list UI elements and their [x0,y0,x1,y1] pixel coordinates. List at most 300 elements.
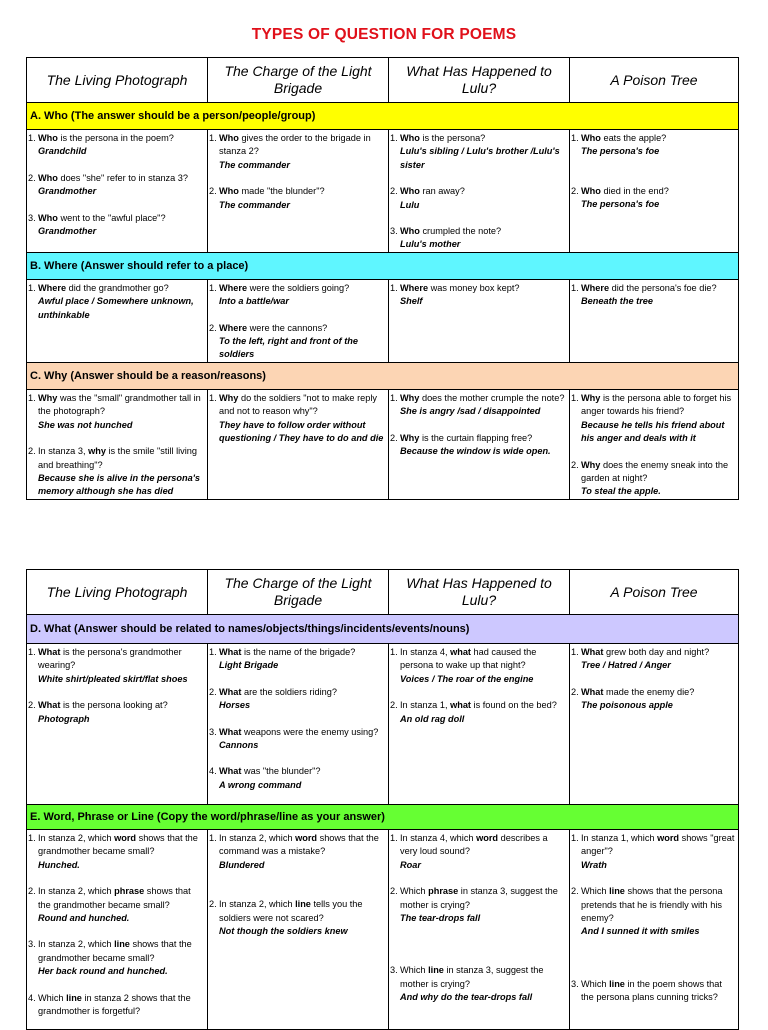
question-body: is the persona? [419,133,486,143]
question-number: 4. [209,766,217,777]
A-living-photograph [27,130,208,253]
question-prefix: Which [581,978,610,989]
question-text [400,392,569,405]
question-item [27,212,207,225]
question-item [389,282,569,295]
question-keyword: Who [38,172,58,183]
question-number: 1. [390,282,398,293]
answer-text: Blundered [219,859,265,870]
question-body: did the grandmother go? [66,282,169,293]
answer-text: Roar [400,859,421,870]
question-keyword: What [38,647,61,657]
question-body: went to the "awful place"? [57,212,166,223]
question-number: 2. [390,886,398,897]
question-keyword: What [219,766,242,777]
A-poison-tree [570,130,739,253]
poem-header: A Poison Tree [570,570,739,615]
answer-text: White shirt/pleated skirt/flat shoes [38,673,188,684]
question-number: 2. [209,899,217,910]
question-body: is the smile "still living and breathing"? [38,446,198,470]
question-prefix: In stanza 4, [400,647,451,657]
question-text [581,282,738,295]
question-item [570,459,738,486]
answer-text: Grandmother [38,186,97,197]
question-keyword: word [657,833,680,843]
D-lulu [389,644,570,805]
question-number: 1. [571,647,579,657]
answer-text: Wrath [581,859,607,870]
question-number: 2. [209,186,217,197]
question-number: 3. [390,226,398,237]
question-number: 1. [28,282,36,293]
question-body: shows that the grandmother became small? [38,833,198,857]
question-text [581,832,738,859]
question-number: 1. [209,392,217,403]
question-prefix: In stanza 3, [38,446,89,457]
page-title: TYPES OF QUESTION FOR POEMS [251,26,517,43]
question-number: 2. [28,886,36,897]
answer-text: To steal the apple. [581,486,661,497]
question-keyword: Who [38,212,58,223]
question-keyword: Who [581,185,601,196]
question-keyword: Who [400,186,420,197]
question-body: tells you the soldiers were not scared? [219,899,363,923]
question-body: in stanza 3, suggest the mother is crying? [400,965,544,989]
question-number: 1. [571,282,579,293]
question-text [400,885,569,912]
question-body: is the persona looking at? [60,700,168,711]
answer-text: Hunched. [38,859,80,870]
question-keyword: line [428,965,444,976]
question-text [38,938,207,965]
question-text [219,392,388,419]
poem-header: What Has Happened to Lulu? [389,58,570,103]
C-light-brigade [208,389,389,499]
question-prefix: In stanza 2, which [219,899,296,910]
poem-header-row [27,570,739,615]
question-item [570,885,738,925]
answer-text: Into a battle/war [219,296,289,307]
question-body: was the "small" grandmother tall in the photograph? [38,392,201,417]
question-text [400,699,569,712]
question-body: in stanza 2 shows that the grandmother is forgetful? [38,992,191,1017]
question-prefix: In stanza 1, which [581,833,658,843]
question-text [219,765,388,778]
question-keyword: line [609,886,625,897]
question-number: 4. [28,992,36,1003]
question-item [27,646,207,673]
section-header-who: A. Who (The answer should be a person/people/group) [27,103,739,130]
B-lulu [389,279,570,362]
question-body: is the persona able to forget his anger towards his friend? [581,392,732,417]
question-keyword: Who [219,186,239,197]
answer-text: The poisonous apple [581,700,673,711]
question-item [208,322,388,335]
question-item [208,132,388,159]
question-text [38,646,207,673]
section-header-where: B. Where (Answer should refer to a place) [27,252,739,279]
question-item [389,185,569,198]
question-keyword: phrase [114,886,145,897]
answer-text: Grandchild [38,146,87,157]
question-item [27,699,207,712]
poem-header: What Has Happened to Lulu? [389,570,570,615]
question-body: crumpled the note? [419,226,502,237]
answer-text: Lulu's mother [400,239,461,250]
question-prefix: In stanza 1, [400,700,451,711]
poem-header: The Charge of the Light Brigade [208,58,389,103]
question-text [581,459,738,486]
question-item [208,282,388,295]
question-item [389,964,569,991]
question-number: 3. [28,939,36,950]
question-keyword: word [295,833,318,843]
question-keyword: Why [581,392,601,403]
question-prefix: Which [400,965,429,976]
answer-text: She was not hunched [38,419,133,430]
question-number: 1. [209,833,217,843]
question-keyword: What [581,686,604,697]
question-keyword: line [66,992,82,1003]
answer-text: The commander [219,199,290,210]
answer-text: The persona's foe [581,146,660,157]
answer-text: Because the window is wide open. [400,446,551,457]
question-body: eats the apple? [600,133,667,143]
question-body: gives the order to the brigade in stanza 2? [219,133,371,157]
question-body: shows that the grandmother became small? [38,939,192,963]
question-number: 3. [209,726,217,737]
question-body: is the curtain flapping free? [419,432,533,443]
section-header-word-phrase-line: E. Word, Phrase or Line (Copy the word/phrase/line as your answer) [27,805,739,830]
question-item [208,185,388,198]
question-number: 1. [571,133,579,143]
question-item [389,832,569,859]
answer-text: A wrong command [219,779,302,790]
question-item [389,432,569,445]
question-prefix: Which [38,992,67,1003]
question-text [581,978,738,1005]
question-text [400,646,569,673]
question-text [581,686,738,699]
question-keyword: word [476,833,499,843]
question-number: 3. [28,212,36,223]
question-keyword: Who [38,133,58,143]
question-body: are the soldiers riding? [241,686,337,697]
question-item [570,282,738,295]
question-body: is the persona's grandmother wearing? [38,647,182,671]
question-text [581,646,738,659]
question-prefix: Which [581,886,610,897]
question-body: does the mother crumple the note? [419,392,565,403]
question-item [208,726,388,739]
question-item [389,392,569,405]
question-keyword: Who [581,133,601,143]
question-item [208,686,388,699]
question-prefix: In stanza 2, which [219,833,296,843]
question-item [27,172,207,185]
answer-text: Voices / The roar of the engine [400,673,534,684]
answer-text: The tear-drops fall [400,913,481,924]
question-keyword: Who [219,133,239,143]
question-text [400,832,569,859]
answer-text: Beneath the tree [581,296,653,307]
question-text [219,726,388,739]
question-number: 2. [390,186,398,197]
question-text [400,132,569,145]
question-number: 2. [390,432,398,443]
question-item [27,282,207,295]
answer-text: Because she is alive in the persona's memory although she has died [38,472,201,497]
answer-text: Not though the soldiers knew [219,926,348,937]
questions-table-1 [26,57,739,500]
question-number: 1. [209,647,217,657]
question-keyword: What [581,647,604,657]
question-item [27,992,207,1019]
question-body: does the enemy sneak into the garden at night? [581,459,729,483]
section-header-what: D. What (Answer should be related to names/objects/things/incidents/events/nouns) [27,615,739,644]
section-header-why: C. Why (Answer should be a reason/reasons) [27,362,739,389]
question-number: 3. [390,965,398,976]
question-number: 2. [28,172,36,183]
question-item [389,132,569,145]
question-number: 1. [571,833,579,843]
question-text [400,964,569,991]
question-number: 1. [390,833,398,843]
question-body: weapons were the enemy using? [241,726,379,737]
A-light-brigade [208,130,389,253]
question-keyword: Why [38,392,58,403]
question-keyword: line [295,899,311,910]
question-body: does "she" refer to in stanza 3? [57,172,189,183]
questions-table-2 [26,569,739,1030]
question-body: grew both day and night? [603,647,710,657]
question-body: did the persona's foe die? [609,282,717,293]
question-number: 1. [28,133,36,143]
question-keyword: Why [400,392,420,403]
answer-text: Lulu's sibling / Lulu's brother /Lulu's sister [400,146,560,170]
question-prefix: In stanza 4, which [400,833,477,843]
question-text [219,898,388,925]
question-body: describes a very loud sound? [400,833,548,857]
question-text [38,699,207,712]
question-keyword: What [219,647,242,657]
question-prefix: In stanza 2, which [38,833,115,843]
question-item [389,646,569,673]
answer-text: Shelf [400,296,423,307]
question-keyword: line [609,978,625,989]
question-body: shows that the persona pretends that he is friendly with his enemy? [581,886,723,924]
question-number: 2. [571,886,579,897]
question-body: is the persona in the poem? [57,133,174,143]
question-text [219,832,388,859]
question-text [219,322,388,335]
answer-text: Light Brigade [219,660,279,671]
answer-text: They have to follow order without questioning / They have to do and die [219,419,384,444]
answer-text: And why do the tear-drops fall [400,992,533,1003]
answer-text: The persona's foe [581,199,660,210]
poem-header-row [27,58,739,103]
question-text [38,392,207,419]
question-number: 2. [209,322,217,333]
answer-text: Because he tells his friend about his anger and deals with it [581,419,725,444]
question-body: had caused the persona to wake up that night? [400,647,537,671]
E-lulu [389,830,570,1030]
question-body: shows "great anger"? [581,833,735,857]
question-number: 1. [28,392,36,403]
question-number: 1. [28,833,36,843]
question-item [208,646,388,659]
question-prefix: In stanza 2, which [38,886,115,897]
question-keyword: Where [581,282,610,293]
question-number: 2. [571,185,579,196]
question-number: 1. [209,282,217,293]
C-living-photograph [27,389,208,499]
question-text [219,646,388,659]
question-prefix: In stanza 2, which [38,939,115,950]
answer-text: Photograph [38,713,90,724]
answer-text: Her back round and hunched. [38,966,168,977]
question-text [38,282,207,295]
B-light-brigade [208,279,389,362]
B-poison-tree [570,279,739,362]
question-item [27,392,207,419]
question-body: were the cannons? [247,322,328,333]
question-item [27,938,207,965]
question-keyword: Where [38,282,67,293]
E-light-brigade [208,830,389,1030]
question-item [570,686,738,699]
question-item [27,445,207,472]
D-poison-tree [570,644,739,805]
question-item [389,885,569,912]
poem-header: The Charge of the Light Brigade [208,570,389,615]
question-keyword: word [114,833,137,843]
question-keyword: Where [219,322,248,333]
E-living-photograph [27,830,208,1030]
answer-text: Lulu [400,199,420,210]
question-text [38,132,207,145]
question-text [400,225,569,238]
question-item [570,832,738,859]
A-lulu [389,130,570,253]
question-text [38,212,207,225]
question-number: 2. [390,700,398,711]
question-keyword: What [219,726,242,737]
question-keyword: Who [400,133,420,143]
question-number: 2. [209,686,217,697]
question-number: 2. [571,459,579,470]
question-text [400,432,569,445]
question-number: 2. [571,686,579,697]
question-text [581,185,738,198]
answer-text: An old rag doll [400,713,465,724]
question-keyword: Why [581,459,601,470]
question-item [570,646,738,659]
question-item [208,832,388,859]
question-body: is the name of the brigade? [241,647,356,657]
answer-text: Horses [219,700,251,711]
question-number: 1. [390,392,398,403]
question-keyword: Where [400,282,429,293]
question-text [400,282,569,295]
answer-text: Tree / Hatred / Anger [581,660,671,671]
C-poison-tree [570,389,739,499]
question-body: was money box kept? [428,282,520,293]
question-number: 2. [28,700,36,711]
question-text [38,832,207,859]
question-text [219,185,388,198]
answer-text: The commander [219,159,290,170]
question-item [208,765,388,778]
question-body: in the poem shows that the persona plans cunning tricks? [581,978,722,1003]
question-text [581,885,738,925]
question-text [400,185,569,198]
question-body: shows that the command was a mistake? [219,833,379,857]
answer-text: She is angry /sad / disappointed [400,406,541,417]
E-poison-tree [570,830,739,1030]
question-body: shows that the grandmother became small? [38,886,191,910]
question-body: in stanza 3, suggest the mother is crying? [400,886,558,910]
question-number: 3. [571,978,579,989]
question-keyword: why [88,446,106,457]
B-living-photograph [27,279,208,362]
answer-text: Awful place / Somewhere unknown, unthinkable [38,296,194,320]
question-item [27,832,207,859]
question-body: made the enemy die? [603,686,695,697]
question-body: is found on the bed? [471,700,557,711]
question-item [389,225,569,238]
question-text [38,445,207,472]
question-text [219,282,388,295]
question-number: 1. [571,392,579,403]
question-number: 1. [390,647,398,657]
question-item [570,185,738,198]
question-item [27,132,207,145]
question-body: was "the blunder"? [241,766,321,777]
question-keyword: Why [400,432,420,443]
question-keyword: What [38,700,61,711]
answer-text: Cannons [219,740,259,751]
question-item [570,978,738,1005]
question-text [38,172,207,185]
question-text [581,132,738,145]
poem-header: A Poison Tree [570,58,739,103]
D-light-brigade [208,644,389,805]
answer-text: Round and hunched. [38,913,130,924]
D-living-photograph [27,644,208,805]
question-keyword: What [219,686,242,697]
question-item [208,392,388,419]
question-body: made "the blunder"? [238,186,325,197]
question-keyword: Who [400,226,420,237]
question-keyword: Where [219,282,248,293]
question-number: 2. [28,446,36,457]
answer-text: To the left, right and front of the soldiers [219,336,358,360]
C-lulu [389,389,570,499]
answer-text: Grandmother [38,226,97,237]
question-keyword: phrase [428,886,459,897]
question-body: were the soldiers going? [247,282,350,293]
question-item [570,132,738,145]
poem-header: The Living Photograph [27,58,208,103]
question-text [38,885,207,912]
question-number: 1. [390,133,398,143]
question-keyword: what [450,647,471,657]
question-text [581,392,738,419]
question-number: 1. [28,647,36,657]
question-item [27,885,207,912]
question-prefix: Which [400,886,429,897]
